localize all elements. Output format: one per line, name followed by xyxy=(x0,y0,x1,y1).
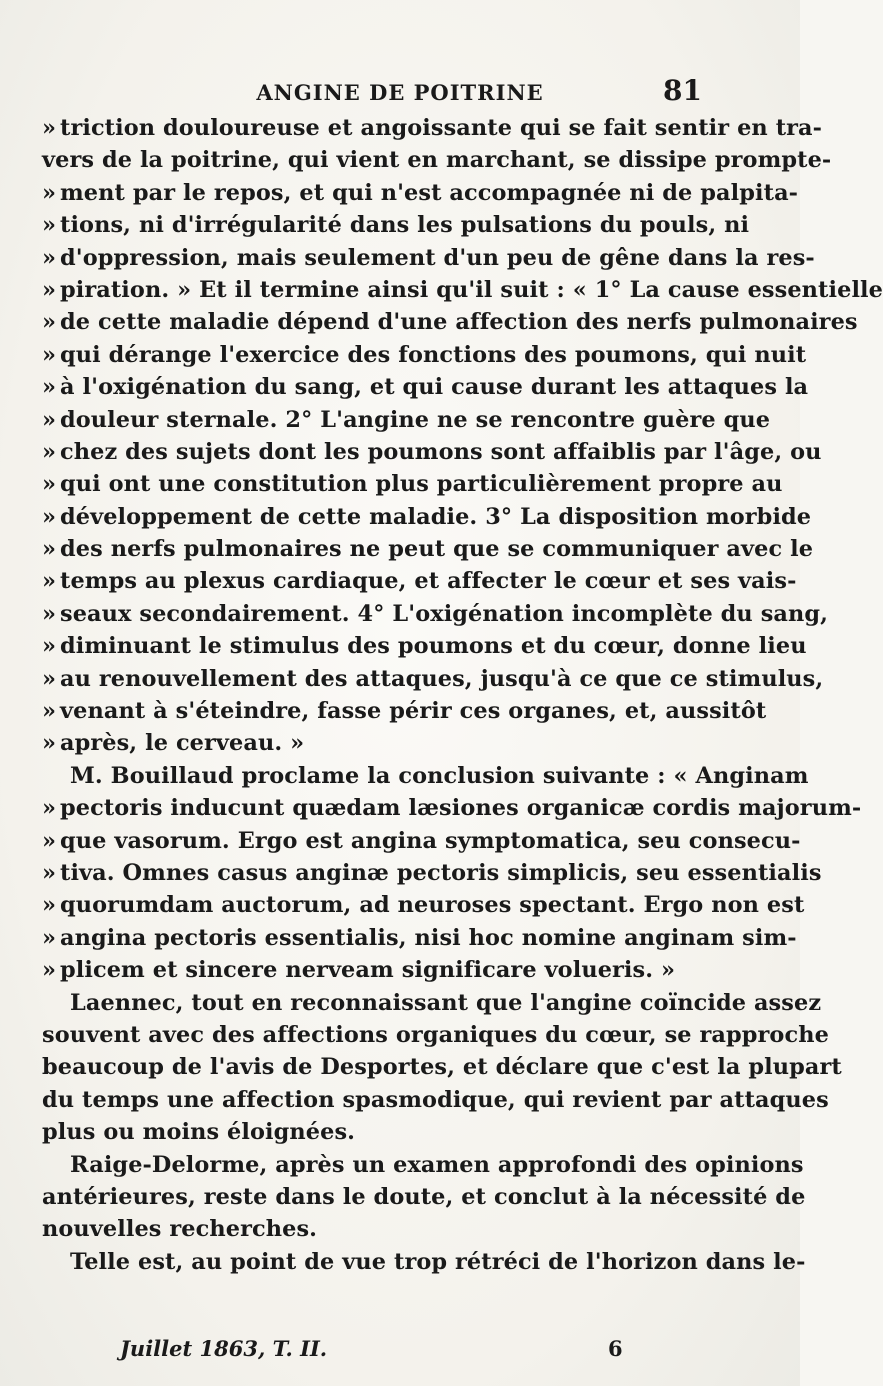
sheet-signature: 6 xyxy=(608,1336,623,1361)
text-line: plus ou moins éloignées. xyxy=(42,1119,356,1146)
text-line: » plicem et sincere nerveam significare volueris. » xyxy=(42,957,676,984)
text-line: antérieures, reste dans le doute, et conclut à la nécessité de xyxy=(42,1183,806,1210)
text-line: » angina pectoris essentialis, nisi hoc nomine anginam sim- xyxy=(42,924,797,951)
text-line: » temps au plexus cardiaque, et affecter le cœur et ses vais- xyxy=(42,568,797,595)
text-line: » piration. » Et il termine ainsi qu'il suit : « 1° La cause essentielle xyxy=(42,276,883,303)
text-line: du temps une affection spasmodique, qui revient par attaques xyxy=(42,1086,829,1113)
running-title: ANGINE DE POITRINE xyxy=(256,80,544,105)
text-line: » qui ont une constitution plus particulièrement propre au xyxy=(42,471,783,498)
text-line: Laennec, tout en reconnaissant que l'angine coïncide assez xyxy=(70,989,822,1016)
issue-signature: Juillet 1863, T. II. xyxy=(120,1336,328,1361)
text-line: » qui dérange l'exercice des fonctions des poumons, qui nuit xyxy=(42,341,807,368)
text-line: » ment par le repos, et qui n'est accompagnée ni de palpita- xyxy=(42,179,799,206)
text-line: » seaux secondairement. 4° L'oxigénation incomplète du sang, xyxy=(42,600,829,627)
text-line: » tions, ni d'irrégularité dans les pulsations du pouls, ni xyxy=(42,212,750,239)
text-line: Telle est, au point de vue trop rétréci de l'horizon dans le- xyxy=(70,1248,806,1275)
text-line: » après, le cerveau. » xyxy=(42,730,305,757)
text-line: beaucoup de l'avis de Desportes, et déclare que c'est la plupart xyxy=(42,1054,842,1081)
text-line: vers de la poitrine, qui vient en marchant, se dissipe prompte- xyxy=(42,147,832,174)
text-line: » de cette maladie dépend d'une affection des nerfs pulmonaires xyxy=(42,309,858,336)
text-line: Raige-Delorme, après un examen approfondi des opinions xyxy=(70,1151,804,1178)
text-line: » développement de cette maladie. 3° La disposition morbide xyxy=(42,503,812,530)
text-line: » des nerfs pulmonaires ne peut que se communiquer avec le xyxy=(42,536,814,563)
page-number: 81 xyxy=(663,74,702,107)
text-line: nouvelles recherches. xyxy=(42,1216,318,1243)
text-line: » tiva. Omnes casus anginæ pectoris simplicis, seu essentialis xyxy=(42,859,822,886)
text-line: » à l'oxigénation du sang, et qui cause durant les attaques la xyxy=(42,374,809,401)
page-footer xyxy=(120,1336,640,1368)
text-line: » triction douloureuse et angoissante qui se fait sentir en tra- xyxy=(42,115,823,141)
text-line: » au renouvellement des attaques, jusqu'à ce que ce stimulus, xyxy=(42,665,824,692)
text-line: » pectoris inducunt quædam læsiones organicæ cordis majorum- xyxy=(42,795,862,822)
body-text xyxy=(42,112,883,1278)
text-line: » diminuant le stimulus des poumons et du cœur, donne lieu xyxy=(42,633,807,660)
text-line: » d'oppression, mais seulement d'un peu de gêne dans la res- xyxy=(42,244,815,271)
page-header xyxy=(40,74,760,110)
text-line: M. Bouillaud proclame la conclusion suivante : « Anginam xyxy=(70,762,809,789)
text-line: » douleur sternale. 2° L'angine ne se rencontre guère que xyxy=(42,406,771,433)
text-line: » quorumdam auctorum, ad neuroses spectant. Ergo non est xyxy=(42,892,805,919)
text-line: » chez des sujets dont les poumons sont affaiblis par l'âge, ou xyxy=(42,438,822,465)
text-line: » venant à s'éteindre, fasse périr ces organes, et, aussitôt xyxy=(42,698,767,725)
text-line: souvent avec des affections organiques du cœur, se rapproche xyxy=(42,1021,829,1048)
text-line: » que vasorum. Ergo est angina symptomatica, seu consecu- xyxy=(42,827,801,854)
